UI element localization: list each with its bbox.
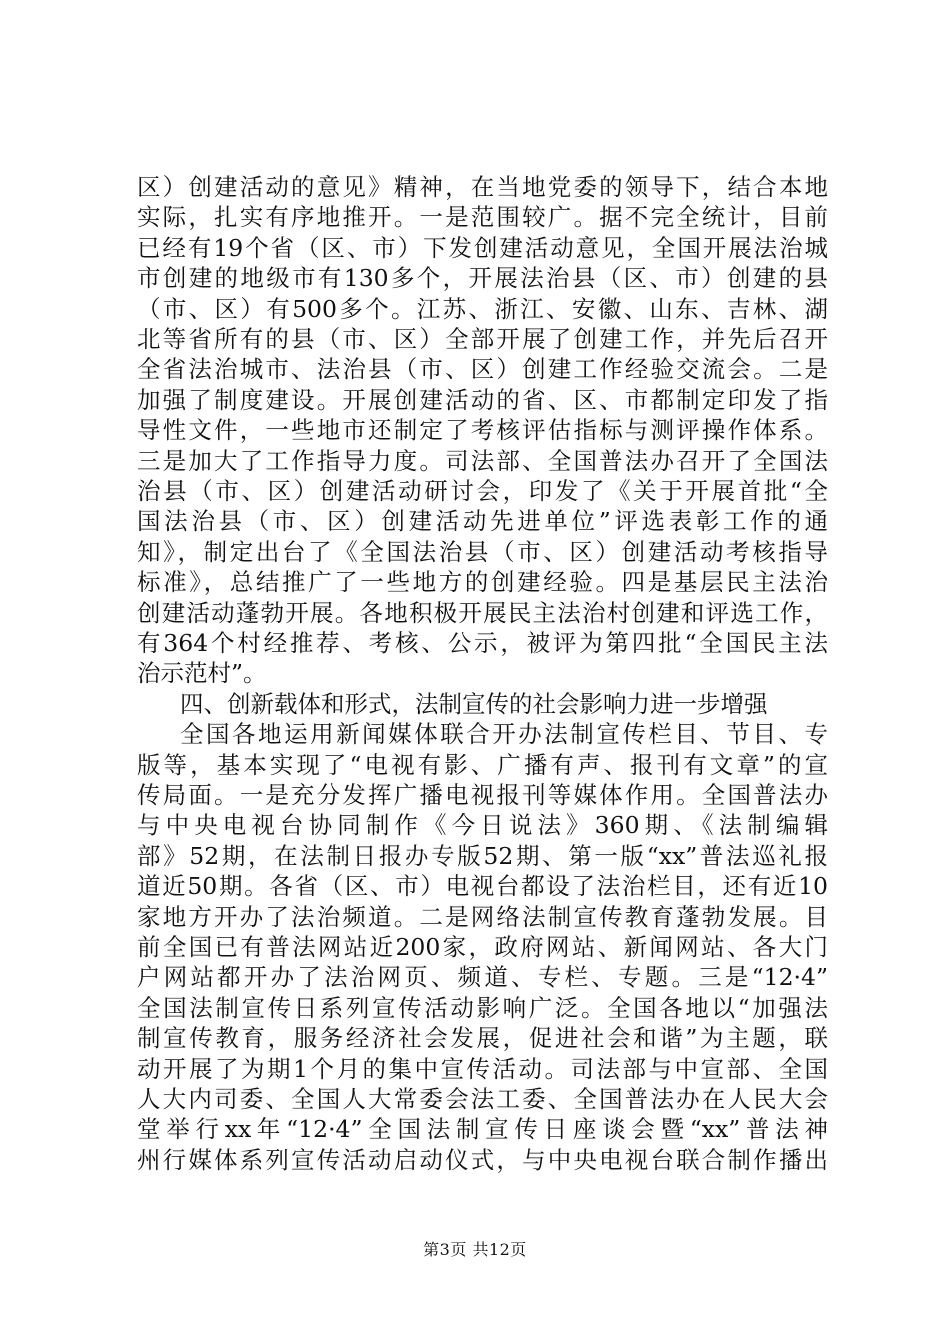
text-line: 治示范村”。 bbox=[137, 659, 267, 688]
text-line: 导性文件，一些地市还制定了考核评估指标与测评操作体系。 bbox=[137, 416, 828, 445]
text-line: 全省法治城市、法治县（市、区）创建工作经验交流会。二是 bbox=[137, 355, 828, 384]
page-footer: 第3页 共12页 bbox=[423, 1240, 527, 1259]
text-line: 前全国已有普法网站近200家，政府网站、新闻网站、各大门 bbox=[137, 933, 828, 961]
text-line: 版等，基本实现了“电视有影、广播有声、报刊有文章”的宣 bbox=[137, 750, 828, 779]
text-line: 全国各地运用新闻媒体联合开办法制宣传栏目、节目、专 bbox=[180, 720, 828, 749]
text-line: 知》，制定出台了《全国法治县（市、区）创建活动考核指导 bbox=[137, 537, 828, 566]
text-line: 已经有19个省（区、市）下发创建活动意见，全国开展法治城 bbox=[137, 233, 828, 262]
text-line: 州行媒体系列宣传活动启动仪式，与中央电视台联合制作播出 bbox=[137, 1145, 828, 1174]
text-line: 实际，扎实有序地推开。一是范围较广。据不完全统计，目前 bbox=[137, 203, 828, 232]
text-line: 人大内司委、全国人大常委会法工委、全国普法办在人民大会 bbox=[137, 1085, 828, 1113]
text-line: 户网站都开办了法治网页、频道、专栏、专题。三是“12·4” bbox=[137, 963, 828, 992]
text-line: 与中央电视台协同制作《今日说法》360期、《法制编辑 bbox=[137, 811, 828, 840]
text-line: 家地方开办了法治频道。二是网络法制宣传教育蓬勃发展。目 bbox=[137, 902, 828, 931]
text-line: 动开展了为期1个月的集中宣传活动。司法部与中宣部、全国 bbox=[137, 1054, 828, 1083]
text-line: 治县（市、区）创建活动研讨会，印发了《关于开展首批“全 bbox=[137, 477, 828, 505]
text-line: 有364个村经推荐、考核、公示，被评为第四批“全国民主法 bbox=[137, 629, 828, 657]
text-line: 市创建的地级市有130多个，开展法治县（区、市）创建的县 bbox=[137, 264, 828, 293]
text-line: 道近50期。各省（区、市）电视台都设了法治栏目，还有近10 bbox=[137, 872, 828, 901]
text-line: 国法治县（市、区）创建活动先进单位”评选表彰工作的通 bbox=[137, 507, 828, 536]
text-line: 传局面。一是充分发挥广播电视报刊等媒体作用。全国普法办 bbox=[137, 781, 828, 809]
text-line: 制宣传教育，服务经济社会发展，促进社会和谐”为主题，联 bbox=[137, 1024, 828, 1053]
text-line: 创建活动蓬勃开展。各地积极开展民主法治村创建和评选工作， bbox=[137, 598, 828, 627]
text-line: 全国法制宣传日系列宣传活动影响广泛。全国各地以“加强法 bbox=[137, 993, 828, 1022]
text-line: 区）创建活动的意见》精神，在当地党委的领导下，结合本地 bbox=[137, 173, 828, 201]
text-line: 三是加大了工作指导力度。司法部、全国普法办召开了全国法 bbox=[137, 446, 828, 475]
text-line: 加强了制度建设。开展创建活动的省、区、市都制定印发了指 bbox=[137, 385, 828, 414]
text-line: （市、区）有500多个。江苏、浙江、安徽、山东、吉林、湖 bbox=[137, 294, 828, 323]
text-line: 标准》，总结推广了一些地方的创建经验。四是基层民主法治 bbox=[137, 568, 828, 597]
text-line: 部》52期，在法制日报办专版52期、第一版“xx”普法巡礼报 bbox=[137, 841, 828, 870]
section-heading: 四、创新载体和形式，法制宣传的社会影响力进一步增强 bbox=[180, 689, 768, 718]
text-line: 堂举行xx年“12·4”全国法制宣传日座谈会暨“xx”普法神 bbox=[137, 1115, 828, 1144]
text-line: 北等省所有的县（市、区）全部开展了创建工作，并先后召开 bbox=[137, 325, 828, 353]
